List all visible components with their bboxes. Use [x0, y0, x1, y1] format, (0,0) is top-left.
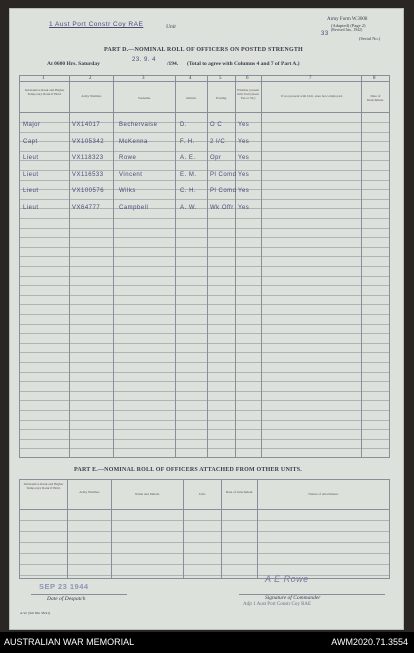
cell-number: VX105342 [72, 138, 105, 145]
rule-line [19, 180, 390, 181]
cell-surname: Rowe [119, 155, 137, 161]
year-suffix: /194. [167, 61, 179, 67]
cell-posting: Pl Comd [210, 188, 237, 194]
cell-present: Yes [238, 155, 250, 161]
cell-initials: D. [180, 122, 187, 128]
at-line-suffix: (Total to agree with Columns 4 and 7 of Part A.) [187, 61, 300, 67]
archive-footer [0, 632, 414, 653]
rule-line [19, 429, 390, 430]
serial-label: (Serial No.) [359, 36, 381, 41]
form-adapted: (Adapted) (Page 2) [331, 23, 366, 28]
rule-line [19, 304, 390, 305]
col-header-present: Whether present with Unit (insert Yes or No) [236, 88, 260, 100]
cell-surname: Vincent [119, 171, 143, 178]
rule-line [19, 410, 390, 411]
signature-label: Signature of Commander [265, 595, 321, 601]
col-header-surname: Surname. [138, 96, 151, 100]
rule-line [19, 381, 390, 382]
signature-title: Adjt 1 Aust Port Constr Coy RAE [243, 602, 312, 607]
rule-line [19, 237, 390, 238]
cell-rank: Lieut [23, 188, 39, 194]
rule-line [19, 228, 390, 229]
cell-present: Yes [238, 138, 250, 145]
col-header-detachment: Date of Detachment. [366, 94, 385, 102]
rule-line [19, 400, 390, 401]
col-number-2: 2 [89, 76, 92, 81]
col-number-8: 8 [373, 76, 376, 81]
rule-line [19, 285, 390, 286]
rule-line [19, 218, 390, 219]
rule-line [19, 343, 390, 344]
despatch-label: Date of Despatch [47, 596, 86, 602]
printer-note: A.W. (Sm Nin 38/41) [20, 611, 51, 615]
serial-handwritten: 33 [321, 31, 329, 37]
cell-surname: McKenna [119, 138, 148, 145]
cell-initials: A. W. [180, 204, 197, 211]
cell-initials: F. H. [180, 138, 195, 145]
signature: A E Rowe [265, 574, 309, 584]
rule-line [19, 276, 390, 277]
col-header-how-employed: If not present with Unit, state how employed. [281, 94, 343, 98]
rule-line [19, 362, 390, 363]
cell-number: VX116533 [72, 171, 104, 178]
e-header-rank: Substantive Rank and Higher Temporary Rank if Held. [23, 482, 64, 490]
cell-present: Yes [238, 204, 250, 211]
cell-rank: Capt [23, 138, 38, 145]
rule-line [19, 324, 390, 325]
cell-present: Yes [238, 171, 250, 178]
rule-line [19, 151, 390, 152]
cell-rank: Lieut [23, 171, 39, 178]
cell-rank: Major [23, 122, 41, 128]
unit-handwritten: 1 Aust Port Constr Coy RAE [49, 21, 144, 28]
cell-posting: O C [210, 122, 223, 128]
rule-line [19, 295, 390, 296]
rule-line [19, 575, 390, 576]
cell-surname: Bechervaise [119, 122, 158, 128]
rule-line [19, 553, 390, 554]
form-revised: (Revised Jan., 1942) [331, 28, 363, 32]
cell-posting: Opr [210, 155, 222, 161]
col-number-4: 4 [189, 76, 192, 81]
cell-initials: A. E. [180, 155, 196, 161]
cell-number: VX64777 [72, 204, 101, 211]
cell-initials: E. M. [180, 171, 197, 178]
cell-number: VX14017 [72, 122, 101, 128]
rule-line [19, 439, 390, 440]
col-header-initials: Initials. [186, 96, 197, 100]
unit-label: Unit [166, 24, 176, 30]
e-header-nature: Nature of Attachment. [308, 492, 339, 496]
col-number-6: 6 [246, 76, 249, 81]
part-d-title: PART D.—NOMINAL ROLL OF OFFICERS ON POSTED STRENGTH [104, 47, 303, 53]
rule-line [19, 199, 390, 200]
date-stamp: SEP 23 1944 [39, 582, 89, 591]
col-number-3: 3 [142, 76, 145, 81]
rule-line [19, 520, 390, 521]
cell-present: Yes [238, 122, 250, 128]
form-sheet [9, 8, 404, 630]
col-header-posting: Posting. [215, 96, 228, 100]
cell-number: VX100576 [72, 188, 105, 194]
rule-line [19, 372, 390, 373]
rule-line [19, 564, 390, 565]
rule-line [19, 256, 390, 257]
e-header-date: Date of Attachment. [225, 490, 254, 494]
cell-surname: Campbell [119, 204, 149, 211]
archive-reference: AWM2020.71.3554 [331, 637, 408, 647]
rule-line [19, 542, 390, 543]
form-number: Army Form W.3008 [327, 17, 368, 22]
rule-line [19, 247, 390, 248]
rule-line [19, 352, 390, 353]
cell-number: VX118323 [72, 155, 104, 161]
cell-rank: Lieut [23, 204, 39, 211]
cell-surname: Wilks [119, 188, 136, 194]
rule-line [19, 420, 390, 421]
at-line-prefix: At 0600 Hrs. Saturday [47, 61, 100, 67]
cell-posting: Pl Comd [210, 171, 237, 178]
e-header-unit: Unit. [199, 492, 206, 496]
rule-line [19, 266, 390, 267]
col-header-army-number: Army Number. [81, 94, 102, 98]
rule-line [19, 333, 390, 334]
col-number-7: 7 [309, 76, 312, 81]
e-header-name: Name and Initials. [135, 492, 160, 496]
part-e-title: PART E.—NOMINAL ROLL OF OFFICERS ATTACHED FROM OTHER UNITS. [74, 467, 302, 473]
col-number-5: 5 [219, 76, 222, 81]
cell-initials: C. H. [180, 188, 197, 194]
archive-name: AUSTRALIAN WAR MEMORIAL [4, 637, 135, 647]
rule-line [19, 531, 390, 532]
cell-posting: 2 I/C [210, 138, 226, 145]
cell-rank: Lieut [23, 155, 39, 161]
date-handwritten: 23. 9. 4 [132, 57, 157, 63]
col-header-rank: Substantive Rank and Higher Temporary Rank if Held. [24, 88, 65, 96]
rule-line [19, 132, 390, 133]
cell-posting: Wk Offr [210, 204, 234, 211]
cell-present: Yes [238, 188, 250, 194]
e-header-army-number: Army Number. [79, 490, 100, 494]
rule-line [19, 314, 390, 315]
col-number-1: 1 [42, 76, 45, 81]
rule-line [19, 391, 390, 392]
rule-line [19, 448, 390, 449]
